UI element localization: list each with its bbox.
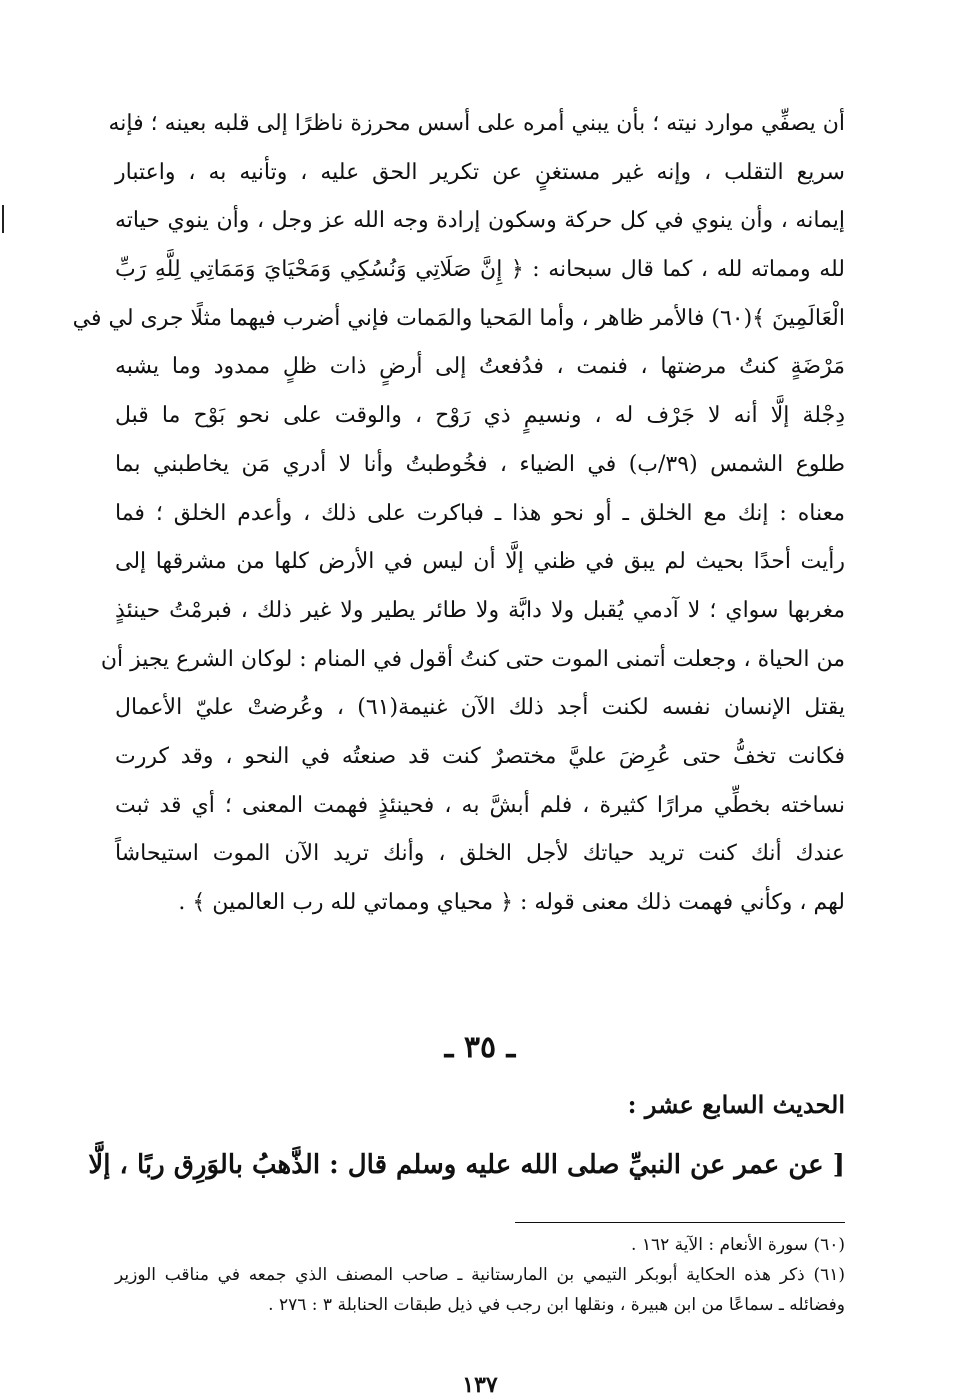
footnote-divider (515, 1222, 845, 1223)
body-line: مغربها سواي ؛ لا آدمي يُقبل ولا دابَّة ولا طائر يطير ولا غير ذلك ، فبرمْتُ حينئذٍ (115, 597, 845, 623)
body-line: إيمانه ، وأن ينوي في كل حركة وسكون إرادة وجه الله عز وجل ، وأن ينوي حياته (115, 208, 845, 234)
body-line: مَرْضَةٍ كنتُ مرضتها ، فنمت ، فدُفعتُ إلى أرضٍ ذات ظلٍ ممدود وما يشبه (115, 354, 845, 380)
body-line: فكانت تخفُّ حتى عُرِضَ عليَّ مختصرٌ كنت قد صنعتُه في النحو ، وقد كررت (115, 743, 845, 769)
body-line: معناه : إنك مع الخلق ـ أو نحو هذا ـ فباكرت على ذلك ، وأعدم الخلق ؛ فما (115, 500, 845, 526)
footnote: (٦٠) سورة الأنعام : الآية ١٦٢ . (631, 1235, 845, 1255)
body-line: من الحياة ، وجعلت أتمنى الموت حتى كنتُ أقول في المنام : لوكان الشرع يجيز أن (100, 646, 845, 672)
page-number: ١٣٧ (462, 1372, 498, 1398)
footnote: وفضائله ـ سماعًا من ابن هبيرة ، ونقلها ابن رجب في ذيل طبقات الحنابلة ٣ : ٢٧٦ . (268, 1295, 845, 1315)
section-heading: الحديث السابع عشر : (627, 1090, 845, 1119)
body-text (72, 100, 846, 928)
body-line: طلوع الشمس (٣٩/ب) في الضياء ، فخُوطبتُ وأنا لا أدري مَن يخاطبني بما (115, 451, 845, 477)
body-line: سريع التقلب ، وإنه غير مستغنٍ عن تكرير الحق عليه ، وتأنيه به ، واعتبار (115, 159, 845, 185)
body-line: الْعَالَمِينَ ﴾(٦٠) فالأمر ظاهر ، وأما المَحيا والمَمات فإني أضرب فيهما مثلًا جرى لي في (72, 305, 845, 331)
footnote: (٦١) ذكر هذه الحكاية أبوبكر التيمي بن المارستانية ـ صاحب المصنف الذي جمعه في مناقب الوزير (115, 1265, 845, 1285)
page (72, 100, 846, 1398)
footnotes (115, 1230, 845, 1320)
body-line: دِجْلة إلَّا أنه لا جَرْف له ، ونسيمٍ ذي رَوْح ، والوقت على نحو بَوْح ما قبل (115, 403, 845, 429)
body-line: رأيت أحدًا بحيث لم يبق في ظني إلَّا أن ليس في الأرض كلها من مشرقها إلى (115, 549, 845, 575)
hadith-line: [ عن عمر عن النبيِّ صلى الله عليه وسلم قال : الذَّهبُ بالوَرِق ربًا ، إلَّا (88, 1150, 845, 1180)
body-line: نساخته بخطِّي مرارًا كثيرة ، فلم أبشَّ به ، فحينئذٍ فهمت المعنى ؛ أي قد ثبت (115, 792, 845, 818)
margin-mark (2, 205, 4, 233)
section-number: ـ ٣٥ ـ (444, 1030, 516, 1065)
body-line: عندك أنك كنت تريد حياتك لأجل الخلق ، وأنك تريد الآن الموت استيحاشاً (115, 841, 845, 867)
body-line: لهم ، وكأني فهمت ذلك معنى قوله : ﴿ محياي ومماتي لله رب العالمين ﴾ . (178, 890, 845, 915)
body-line: لله ومماته لله ، كما قال سبحانه : ﴿ إِنَّ صَلَاتِي وَنُسُكِي وَمَحْيَايَ وَمَمَاتِي لِلَّهِ رَبِّ (115, 257, 846, 283)
body-line: أن يصفِّي موارد نيته ؛ بأن يبني أمره على أسس محرزة ناظرًا إلى قلبه بعينه ؛ فإنه (108, 111, 845, 136)
body-line: يقتل الإنسان نفسه لكنت أجد ذلك الآن غنيمة(٦١) ، وعُرضتْ عليّ الأعمال (115, 695, 845, 721)
